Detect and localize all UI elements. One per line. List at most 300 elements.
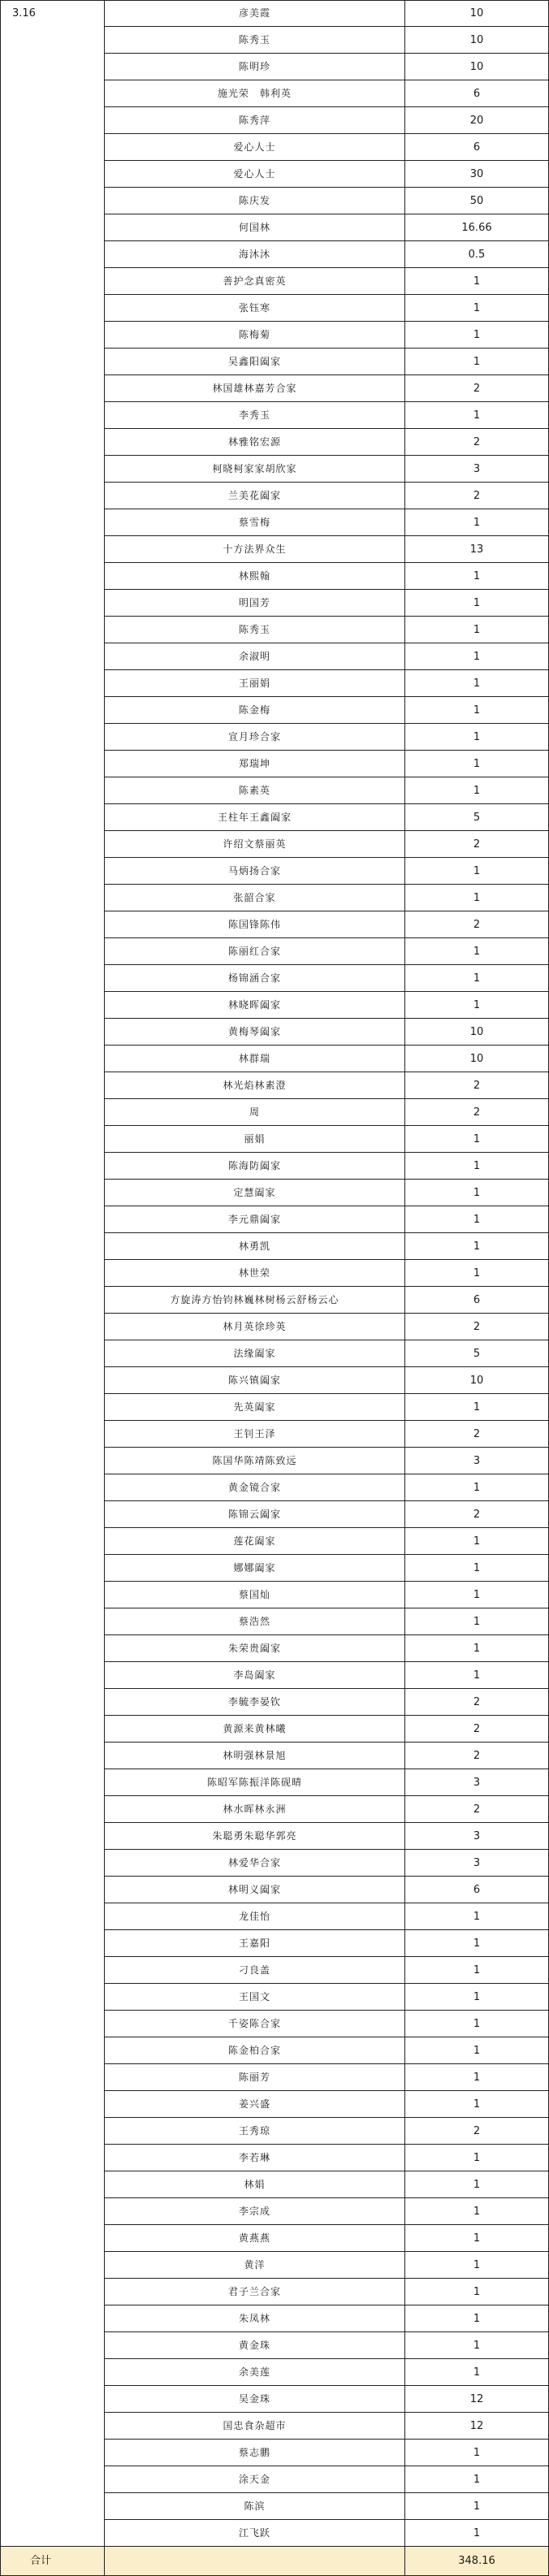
table-row [0, 1153, 549, 1180]
date-cell [0, 2118, 104, 2145]
amount-cell: 1 [404, 509, 549, 536]
amount-cell: 1 [404, 402, 549, 429]
date-cell [0, 2279, 104, 2305]
date-cell [0, 2520, 104, 2547]
date-cell [0, 1314, 104, 1340]
amount-cell: 1 [404, 2332, 549, 2359]
donor-name-cell: 林明强林景旭 [104, 1743, 404, 1769]
donor-name-cell: 杨锦涵合家 [104, 965, 404, 992]
donor-name-cell: 林勇凯 [104, 1233, 404, 1260]
donor-name-cell: 千姿陈合家 [104, 2011, 404, 2037]
date-cell [0, 268, 104, 295]
amount-cell: 1 [404, 2520, 549, 2547]
donor-name-cell: 陈庆发 [104, 188, 404, 214]
table-row [0, 1019, 549, 1046]
amount-cell: 1 [404, 617, 549, 643]
date-cell [0, 2011, 104, 2037]
amount-cell: 1 [404, 1555, 549, 1582]
donor-name-cell: 朱荣贵阖家 [104, 1635, 404, 1662]
date-cell [0, 80, 104, 107]
amount-cell: 6 [404, 134, 549, 161]
date-cell [0, 1287, 104, 1314]
date-cell [0, 1474, 104, 1501]
table-row [0, 992, 549, 1019]
amount-cell: 1 [404, 2493, 549, 2520]
amount-cell: 2 [404, 1314, 549, 1340]
amount-cell: 10 [404, 1019, 549, 1046]
date-cell [0, 2440, 104, 2466]
date-cell [0, 2386, 104, 2413]
table-row [0, 1850, 549, 1877]
amount-cell: 3 [404, 1823, 549, 1850]
table-row [0, 1394, 549, 1421]
table-row [0, 1957, 549, 1984]
date-cell [0, 1823, 104, 1850]
donor-name-cell: 许绍文蔡丽英 [104, 831, 404, 858]
date-cell [0, 188, 104, 214]
donor-name-cell: 蔡雪梅 [104, 509, 404, 536]
date-cell [0, 858, 104, 885]
date-cell [0, 1019, 104, 1046]
donor-name-cell: 林明义阖家 [104, 1877, 404, 1903]
table-row [0, 2064, 549, 2091]
donor-name-cell: 法缘阖家 [104, 1340, 404, 1367]
date-cell [0, 1153, 104, 1180]
table-row [0, 188, 549, 214]
table-row [0, 1287, 549, 1314]
date-cell [0, 1501, 104, 1528]
amount-cell: 1 [404, 563, 549, 590]
donor-name-cell: 何国林 [104, 214, 404, 241]
date-cell [0, 54, 104, 80]
amount-cell: 2 [404, 911, 549, 938]
date-cell [0, 1206, 104, 1233]
date-cell [0, 697, 104, 724]
date-cell [0, 1796, 104, 1823]
amount-cell: 6 [404, 1877, 549, 1903]
amount-cell: 1 [404, 1662, 549, 1689]
amount-cell: 1 [404, 670, 549, 697]
table-row [0, 2493, 549, 2520]
amount-cell: 1 [404, 1474, 549, 1501]
table-row [0, 1314, 549, 1340]
amount-cell: 1 [404, 1635, 549, 1662]
donor-name-cell: 陈兴镇阖家 [104, 1367, 404, 1394]
table-row [0, 1689, 549, 1716]
donor-name-cell: 陈明珍 [104, 54, 404, 80]
donor-name-cell: 陈秀玉 [104, 617, 404, 643]
donor-name-cell: 兰美花阖家 [104, 483, 404, 509]
amount-cell: 1 [404, 322, 549, 349]
amount-cell: 1 [404, 1930, 549, 1957]
table-row [0, 1635, 549, 1662]
date-cell [0, 402, 104, 429]
date-cell [0, 2305, 104, 2332]
amount-cell: 2 [404, 1072, 549, 1099]
table-row [0, 214, 549, 241]
table-row [0, 134, 549, 161]
amount-cell: 1 [404, 965, 549, 992]
amount-cell: 2 [404, 1421, 549, 1448]
amount-cell: 2 [404, 375, 549, 402]
date-cell [0, 1367, 104, 1394]
total-row [0, 2547, 549, 2576]
amount-cell: 10 [404, 54, 549, 80]
date-cell [0, 1394, 104, 1421]
amount-cell: 10 [404, 27, 549, 54]
amount-cell: 1 [404, 1957, 549, 1984]
donor-name-cell: 海沐沐 [104, 241, 404, 268]
date-cell [0, 375, 104, 402]
donor-name-cell: 黄洋 [104, 2252, 404, 2279]
table-row [0, 1072, 549, 1099]
table-row [0, 1608, 549, 1635]
table-row [0, 965, 549, 992]
table-row [0, 2359, 549, 2386]
table-row [0, 2279, 549, 2305]
date-cell [0, 804, 104, 831]
date-cell [0, 483, 104, 509]
donor-name-cell: 善护念真密英 [104, 268, 404, 295]
donor-name-cell: 陈丽红合家 [104, 938, 404, 965]
donor-name-cell: 朱凤林 [104, 2305, 404, 2332]
table-row [0, 2011, 549, 2037]
donor-name-cell: 刁良盖 [104, 1957, 404, 1984]
donor-name-cell: 黄金镜合家 [104, 1474, 404, 1501]
table-row [0, 2440, 549, 2466]
table-row [0, 2091, 549, 2118]
table-row [0, 2037, 549, 2064]
amount-cell: 10 [404, 1367, 549, 1394]
donor-name-cell: 陈金梅 [104, 697, 404, 724]
amount-cell: 10 [404, 1046, 549, 1072]
date-cell [0, 2064, 104, 2091]
date-cell [0, 509, 104, 536]
amount-cell: 2 [404, 2118, 549, 2145]
table-row [0, 1716, 549, 1743]
date-cell [0, 1421, 104, 1448]
donor-name-cell: 林熙翰 [104, 563, 404, 590]
date-cell [0, 1582, 104, 1608]
table-row [0, 107, 549, 134]
donor-name-cell: 周 [104, 1099, 404, 1126]
table-row [0, 1126, 549, 1153]
amount-cell: 1 [404, 992, 549, 1019]
table-row [0, 322, 549, 349]
date-cell [0, 1072, 104, 1099]
amount-cell: 1 [404, 1394, 549, 1421]
table-row [0, 161, 549, 188]
date-cell [0, 27, 104, 54]
donor-name-cell: 林晓晖阖家 [104, 992, 404, 1019]
date-cell [0, 965, 104, 992]
date-cell [0, 1180, 104, 1206]
table-row [0, 1769, 549, 1796]
amount-cell: 1 [404, 1984, 549, 2011]
date-cell [0, 724, 104, 751]
donor-name-cell: 林月英徐珍英 [104, 1314, 404, 1340]
date-cell [0, 214, 104, 241]
date-cell [0, 1555, 104, 1582]
donor-name-cell: 国忠食杂超市 [104, 2413, 404, 2440]
date-cell [0, 2037, 104, 2064]
table-row [0, 1099, 549, 1126]
donor-name-cell: 江飞跃 [104, 2520, 404, 2547]
table-row [0, 1662, 549, 1689]
table-row [0, 429, 549, 456]
amount-cell: 3 [404, 456, 549, 483]
donor-name-cell: 林水晖林永洲 [104, 1796, 404, 1823]
date-cell [0, 938, 104, 965]
amount-cell: 1 [404, 295, 549, 322]
table-row [0, 536, 549, 563]
date-cell [0, 2252, 104, 2279]
donor-name-cell: 黄梅琴阖家 [104, 1019, 404, 1046]
date-cell [0, 1662, 104, 1689]
amount-cell: 5 [404, 1340, 549, 1367]
table-row [0, 2252, 549, 2279]
table-row [0, 1180, 549, 1206]
donor-name-cell: 莲花阖家 [104, 1528, 404, 1555]
donor-name-cell: 定慧阖家 [104, 1180, 404, 1206]
table-row [0, 643, 549, 670]
donor-name-cell: 王嘉阳 [104, 1930, 404, 1957]
table-row [0, 509, 549, 536]
donor-name-cell: 王国文 [104, 1984, 404, 2011]
table-row [0, 2225, 549, 2252]
amount-cell: 2 [404, 1099, 549, 1126]
table-row [0, 1233, 549, 1260]
donor-name-cell: 郑瑞坤 [104, 751, 404, 777]
amount-cell: 2 [404, 1743, 549, 1769]
donor-name-cell: 黄源来黄林曦 [104, 1716, 404, 1743]
table-row [0, 697, 549, 724]
donor-name-cell: 陈秀玉 [104, 27, 404, 54]
amount-cell: 2 [404, 483, 549, 509]
amount-cell: 1 [404, 1582, 549, 1608]
amount-cell: 1 [404, 2171, 549, 2198]
donor-name-cell: 方旋涛方怡钧林巍林树杨云舒杨云心 [104, 1287, 404, 1314]
amount-cell: 1 [404, 697, 549, 724]
amount-cell: 2 [404, 1796, 549, 1823]
date-cell [0, 349, 104, 375]
total-amount: 348.16 [404, 2547, 549, 2576]
donor-name-cell: 君子兰合家 [104, 2279, 404, 2305]
donor-name-cell: 蔡国灿 [104, 1582, 404, 1608]
amount-cell: 1 [404, 349, 549, 375]
amount-cell: 1 [404, 1153, 549, 1180]
table-row [0, 858, 549, 885]
amount-cell: 2 [404, 1716, 549, 1743]
donor-name-cell: 林娟 [104, 2171, 404, 2198]
date-cell [0, 1448, 104, 1474]
donor-name-cell: 朱聪勇朱聪华郭亮 [104, 1823, 404, 1850]
donor-name-cell: 明国芳 [104, 590, 404, 617]
date-cell [0, 831, 104, 858]
donor-name-cell: 陈国华陈靖陈致远 [104, 1448, 404, 1474]
amount-cell: 1 [404, 858, 549, 885]
table-row [0, 1474, 549, 1501]
amount-cell: 0.5 [404, 241, 549, 268]
amount-cell: 50 [404, 188, 549, 214]
table-row [0, 1796, 549, 1823]
date-cell [0, 1743, 104, 1769]
table-row [0, 2171, 549, 2198]
donor-name-cell: 马炳扬合家 [104, 858, 404, 885]
amount-cell: 13 [404, 536, 549, 563]
date-cell [0, 1877, 104, 1903]
amount-cell: 20 [404, 107, 549, 134]
date-cell [0, 456, 104, 483]
donor-name-cell: 陈素英 [104, 777, 404, 804]
amount-cell: 1 [404, 643, 549, 670]
table-row [0, 349, 549, 375]
amount-cell: 1 [404, 724, 549, 751]
date-cell [0, 536, 104, 563]
donor-name-cell: 李若琳 [104, 2145, 404, 2171]
table-row [0, 2413, 549, 2440]
donor-name-cell: 陈海防阖家 [104, 1153, 404, 1180]
date-cell [0, 1984, 104, 2011]
amount-cell: 1 [404, 751, 549, 777]
date-cell [0, 643, 104, 670]
table-row [0, 2118, 549, 2145]
donor-name-cell: 林爱华合家 [104, 1850, 404, 1877]
date-cell [0, 107, 104, 134]
table-row [0, 777, 549, 804]
table-row [0, 241, 549, 268]
amount-cell: 1 [404, 590, 549, 617]
date-cell [0, 1260, 104, 1287]
date-cell [0, 1528, 104, 1555]
donor-name-cell: 爱心人士 [104, 134, 404, 161]
amount-cell: 12 [404, 2413, 549, 2440]
donor-name-cell: 柯晓柯家家胡欣家 [104, 456, 404, 483]
date-cell [0, 322, 104, 349]
table-row [0, 268, 549, 295]
amount-cell: 6 [404, 80, 549, 107]
table-row [0, 1743, 549, 1769]
total-label: 合计 [0, 2547, 104, 2576]
date-cell [0, 1957, 104, 1984]
table-row [0, 54, 549, 80]
table-row [0, 456, 549, 483]
amount-cell: 1 [404, 2198, 549, 2225]
date-cell [0, 590, 104, 617]
date-cell [0, 1608, 104, 1635]
amount-cell: 1 [404, 885, 549, 911]
amount-cell: 2 [404, 1501, 549, 1528]
donor-name-cell: 黄金珠 [104, 2332, 404, 2359]
table-row [0, 483, 549, 509]
amount-cell: 2 [404, 831, 549, 858]
date-cell [0, 670, 104, 697]
table-row [0, 295, 549, 322]
table-row [0, 1046, 549, 1072]
amount-cell: 2 [404, 429, 549, 456]
amount-cell: 3 [404, 1448, 549, 1474]
date-cell [0, 1689, 104, 1716]
donor-name-cell: 王秀琼 [104, 2118, 404, 2145]
donor-name-cell: 黄燕燕 [104, 2225, 404, 2252]
date-cell [0, 2332, 104, 2359]
date-cell [0, 1046, 104, 1072]
table-row [0, 0, 549, 27]
table-row [0, 27, 549, 54]
date-cell [0, 1233, 104, 1260]
amount-cell: 1 [404, 2279, 549, 2305]
donor-name-cell: 王柱年王鑫阖家 [104, 804, 404, 831]
donor-name-cell: 陈梅菊 [104, 322, 404, 349]
table-row [0, 1930, 549, 1957]
amount-cell: 1 [404, 2305, 549, 2332]
donor-name-cell: 丽娟 [104, 1126, 404, 1153]
amount-cell: 1 [404, 2064, 549, 2091]
table-row [0, 831, 549, 858]
table-row [0, 2466, 549, 2493]
donor-name-cell: 张韶合家 [104, 885, 404, 911]
amount-cell: 1 [404, 777, 549, 804]
amount-cell: 3 [404, 1850, 549, 1877]
amount-cell: 1 [404, 1126, 549, 1153]
amount-cell: 1 [404, 1608, 549, 1635]
table-row [0, 2386, 549, 2413]
table-row [0, 2520, 549, 2547]
date-cell [0, 777, 104, 804]
table-row [0, 80, 549, 107]
table-row [0, 1340, 549, 1367]
donor-name-cell: 爱心人士 [104, 161, 404, 188]
table-row [0, 1903, 549, 1930]
donor-name-cell: 陈锦云阖家 [104, 1501, 404, 1528]
date-cell [0, 617, 104, 643]
amount-cell: 1 [404, 268, 549, 295]
donor-name-cell: 张钰寒 [104, 295, 404, 322]
date-cell [0, 2091, 104, 2118]
donor-name-cell: 吴金珠 [104, 2386, 404, 2413]
date-cell [0, 1769, 104, 1796]
date-cell [0, 885, 104, 911]
date-cell [0, 295, 104, 322]
donor-name-cell: 宣月珍合家 [104, 724, 404, 751]
table-row [0, 1555, 549, 1582]
table-row [0, 1206, 549, 1233]
donor-name-cell: 林雅铭宏源 [104, 429, 404, 456]
date-cell [0, 1099, 104, 1126]
donor-name-cell: 陈国锋陈伟 [104, 911, 404, 938]
table-row [0, 1367, 549, 1394]
donor-name-cell: 十方法界众生 [104, 536, 404, 563]
table-row [0, 1260, 549, 1287]
amount-cell: 10 [404, 0, 549, 27]
donor-name-cell: 王丽娟 [104, 670, 404, 697]
date-cell [0, 241, 104, 268]
table-row [0, 590, 549, 617]
total-name-cell [104, 2547, 404, 2576]
date-cell [0, 2359, 104, 2386]
table-row [0, 1877, 549, 1903]
amount-cell: 1 [404, 2359, 549, 2386]
donor-name-cell: 陈丽芳 [104, 2064, 404, 2091]
date-cell [0, 1903, 104, 1930]
amount-cell: 12 [404, 2386, 549, 2413]
amount-cell: 1 [404, 1903, 549, 1930]
table-row [0, 1582, 549, 1608]
date-cell [0, 2145, 104, 2171]
table-row [0, 2145, 549, 2171]
date-cell [0, 161, 104, 188]
amount-cell: 1 [404, 2252, 549, 2279]
